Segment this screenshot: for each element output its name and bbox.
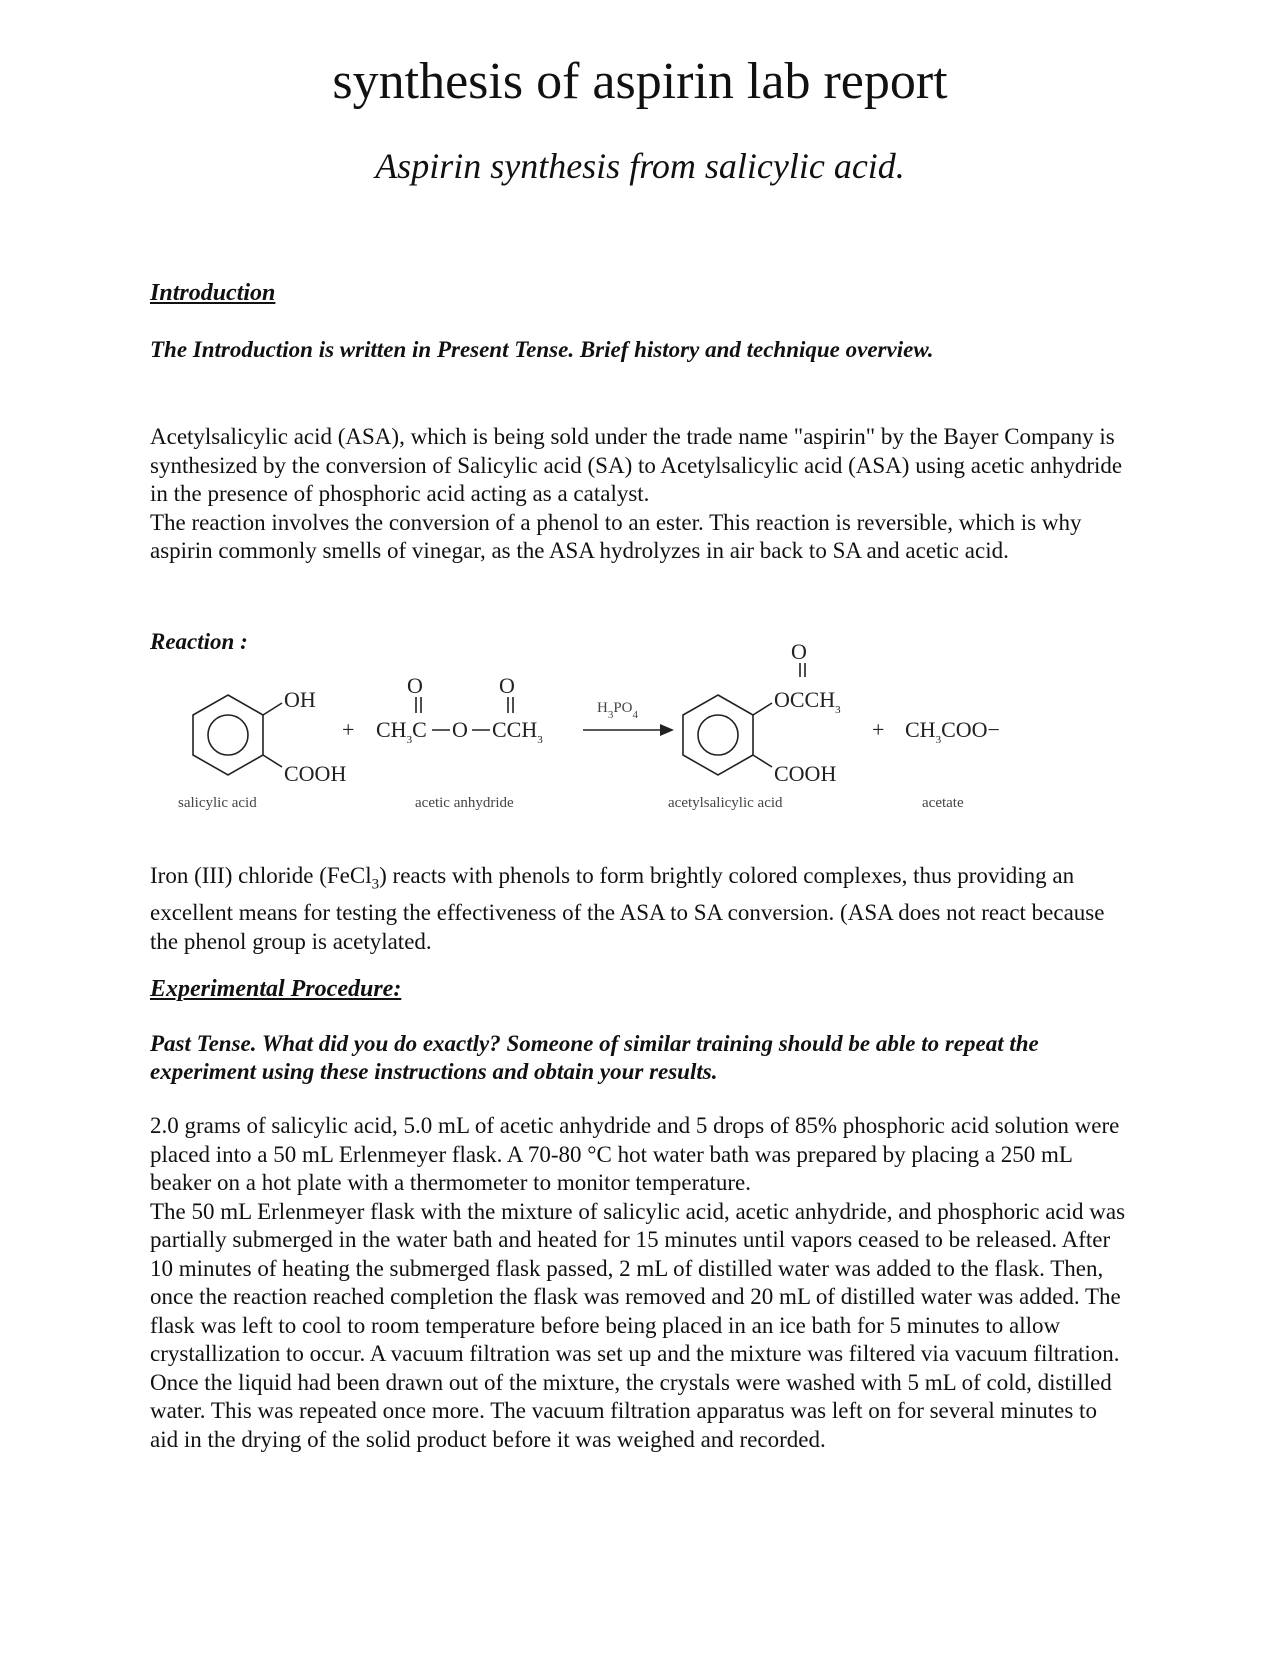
acetic-anhydride-label: acetic anhydride — [415, 795, 514, 811]
anhydride-carbonyl-o-left: O — [407, 673, 423, 698]
arrow-head — [660, 724, 674, 736]
introduction-body — [150, 423, 1130, 566]
anhydride-carbonyl-o-right: O — [499, 673, 515, 698]
asa-ring — [683, 663, 805, 775]
asa-carbonyl-o: O — [791, 639, 807, 664]
anhydride-left-group: $CH_3C$ — [376, 717, 427, 746]
salicylic-oh: OH — [284, 687, 316, 712]
procedure-directive: Past Tense. What did you do exactly? Someone of similar training should be able to repeat the experiment using these instructions and obtain your results. — [150, 1031, 1039, 1084]
salicylic-acid-label: salicylic acid — [178, 795, 257, 811]
anhydride-right-group: $CCH_3$ — [492, 717, 543, 746]
iron-test-paragraph: Iron (III) chloride (FeCl$_3$) reacts with phenols to form brightly colored complexes, thus providing an excellent means for testing the effectiveness of the ASA to SA conversion. (ASA does not react because the phenol group is acetylated. — [150, 863, 1105, 954]
page-title: synthesis of aspirin lab report — [332, 53, 948, 110]
acetate-formula: $CH_3COO-$ — [905, 717, 1000, 746]
asa-ester-group: $OCCH_3$ — [774, 687, 841, 716]
procedure-body — [150, 1112, 1130, 1454]
procedure-paragraph: 2.0 grams of salicylic acid, 5.0 mL of acetic anhydride and 5 drops of 85% phosphoric acid solution were placed into a 50 mL Erlenmeyer flask. A 70-80 °C hot water bath was prepared by placing a 250 mL beaker on a hot plate with a thermometer to monitor temperature. — [150, 1113, 1120, 1195]
plus-sign: + — [872, 717, 885, 742]
introduction-heading: Introduction — [150, 280, 276, 306]
introduction-directive: The Introduction is written in Present Tense. Brief history and technique overview. — [150, 337, 934, 362]
asa-cooh: COOH — [774, 761, 837, 786]
acetate-label: acetate — [922, 795, 964, 811]
plus-sign: + — [342, 717, 355, 742]
salicylic-acid-ring — [193, 695, 282, 775]
procedure-heading: Experimental Procedure: — [150, 976, 402, 1002]
introduction-paragraph: Acetylsalicylic acid (ASA), which is being sold under the trade name "aspirin" by the Bayer Company is synthesized by the conversion of Salicylic acid (SA) to Acetylsalicylic acid (ASA) using acetic anhydride in the presence of phosphoric acid acting as a catalyst. — [150, 424, 1123, 506]
salicylic-cooh: COOH — [284, 761, 347, 786]
page-subtitle: Aspirin synthesis from salicylic acid. — [375, 146, 905, 186]
acetylsalicylic-acid-label: acetylsalicylic acid — [668, 795, 783, 811]
procedure-paragraph: The 50 mL Erlenmeyer flask with the mixture of salicylic acid, acetic anhydride, and phosphoric acid was partially submerged in the water bath and heated for 15 minutes until vapors ceased to be released. After 10 minutes of heating the submerged flask passed, 2 mL of distilled water was added to the flask. Then, once the reaction reached completion the flask was removed and 20 mL of distilled water was added. The flask was left to cool to room temperature before being placed in an ice bath for 5 minutes to allow crystallization to occur. A vacuum filtration was set up and the mixture was filtered via vacuum filtration. Once the liquid had been drawn out of the mixture, the crystals were washed with 5 mL of cold, distilled water. This was repeated once more. The vacuum filtration apparatus was left on for several minutes to aid in the drying of the solid product before it was weighed and recorded. — [150, 1198, 1126, 1452]
catalyst-label: $H_3PO_4$ — [597, 700, 639, 721]
anhydride-bridge-o: O — [452, 717, 468, 742]
iron-test-body — [150, 862, 1130, 956]
introduction-paragraph: The reaction involves the conversion of a phenol to an ester. This reaction is reversible, which is why aspirin commonly smells of vinegar, as the ASA hydrolyzes in air back to SA and acetic acid. — [150, 509, 1082, 563]
reaction-heading: Reaction : — [150, 629, 248, 654]
